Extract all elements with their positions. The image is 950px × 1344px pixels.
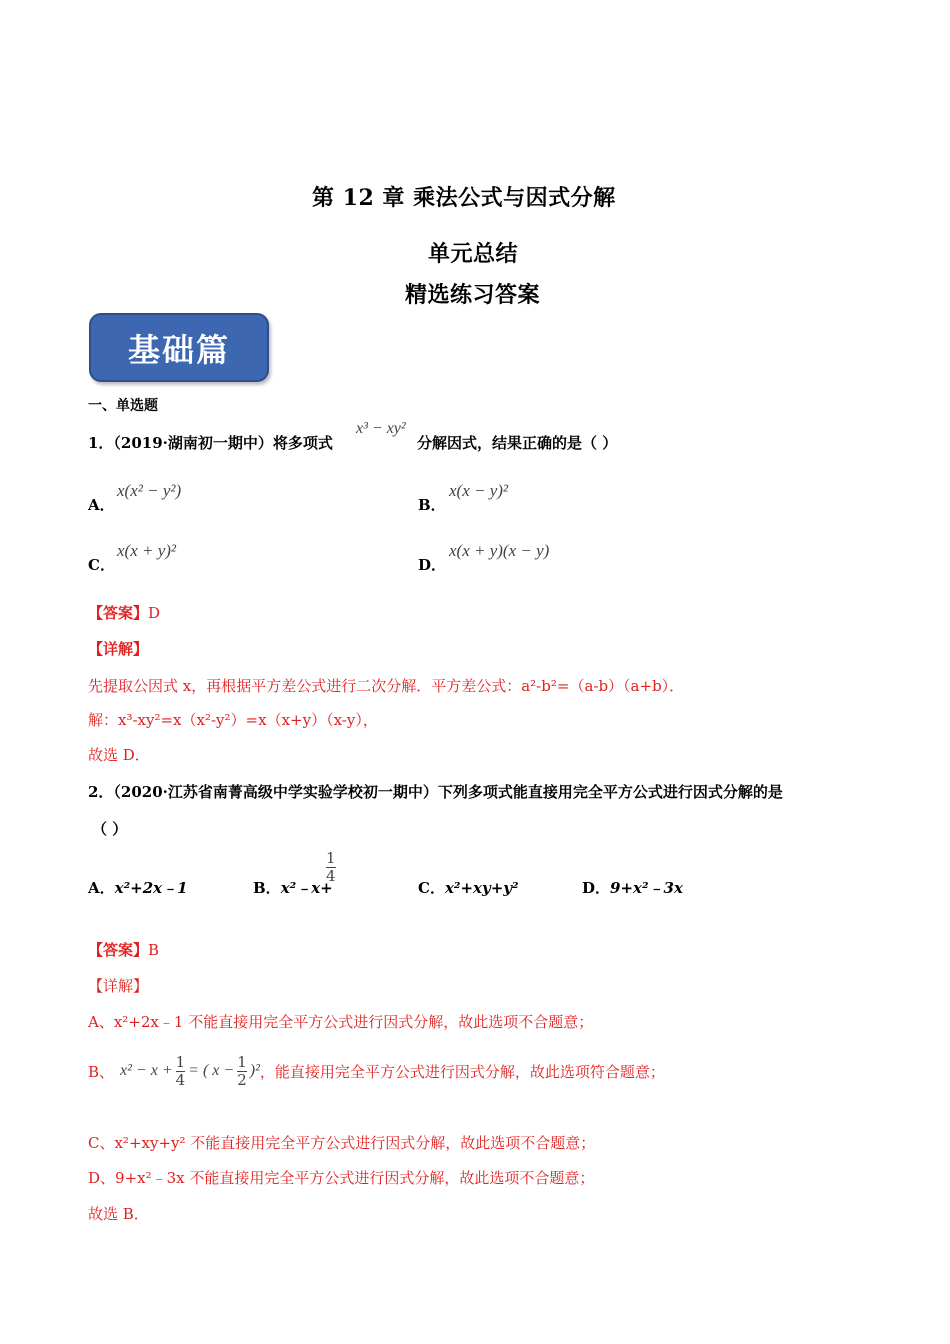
q2-detail-b-suffix: ，能直接用完全平方公式进行因式分解，故此选项符合题意；: [259, 1062, 665, 1081]
q1-option-c-expr: x(x + y)²: [117, 541, 177, 560]
q2-option-b-expr: x²﹣x+: [280, 879, 333, 897]
q2-conclusion: 故选 B．: [88, 1205, 149, 1223]
chapter-title: 第 12 章 乘法公式与因式分解: [312, 185, 616, 211]
q2-frac-num: 1: [326, 849, 336, 867]
q2-option-d-label: D．: [582, 879, 611, 897]
q1-answer: [88, 602, 160, 623]
unit-summary-title: 单元总结: [428, 241, 519, 267]
q1-answer-label: 【答案】: [88, 604, 149, 622]
q1-detail-line-2: 解：x³-xy²=x（x²-y²）=x（x+y）（x-y），: [88, 711, 378, 729]
question-2-stem-line-2: （ ）: [92, 820, 128, 838]
q2-option-c-label: C．: [418, 879, 445, 897]
q2-detail-b-prefix: B、: [88, 1062, 115, 1081]
q1-option-d-label: D．: [418, 556, 447, 574]
question-1-expression: x³ − xy²: [356, 420, 406, 437]
q2-detail-a: A、x²+2x﹣1 不能直接用完全平方公式进行因式分解，故此选项不合题意；: [88, 1013, 594, 1031]
q1-option-b-expr: x(x − y)²: [449, 481, 509, 500]
q1-detail-line-1: 先提取公因式 x，再根据平方差公式进行二次分解．平方差公式：a²-b²=（a-b）（a+b）．: [88, 677, 685, 695]
q1-option-a-expr: x(x² − y²): [117, 481, 182, 500]
q1-detail-label: 【详解】: [88, 640, 149, 658]
page-subtitle: 精选练习答案: [405, 282, 541, 308]
q2-detail-b-math-mid: = ( x −: [188, 1062, 235, 1079]
q1-option-d-expr: x(x + y)(x − y): [449, 541, 550, 560]
q2-detail-b-frac2-num: 1: [237, 1052, 247, 1071]
q1-detail-line-3: 故选 D．: [88, 746, 150, 764]
q1-option-c-label: C．: [88, 556, 115, 574]
q2-answer-label: 【答案】: [88, 941, 149, 959]
q2-option-c-expr: x²+xy+y²: [444, 879, 519, 897]
q2-option-a: [88, 877, 188, 898]
q2-option-d: [582, 877, 683, 898]
q2-detail-b: [88, 1046, 665, 1096]
q2-option-b: [253, 877, 333, 898]
q2-option-b-fraction: [326, 850, 336, 885]
q2-option-b-label: B．: [253, 879, 281, 897]
section-heading: 一、单选题: [88, 398, 158, 414]
question-2-stem: 2．（2020·江苏省南菁高级中学实验学校初一期中）下列多项式能直接用完全平方公式进行因式分解的是: [88, 783, 783, 801]
q2-detail-b-frac2-den: 2: [237, 1070, 247, 1089]
q2-option-a-expr: x²+2x﹣1: [114, 879, 188, 897]
q2-detail-b-fraction-2: [237, 1054, 247, 1089]
q2-detail-b-math-right: )²: [249, 1062, 260, 1079]
q2-option-d-expr: 9+x²﹣3x: [610, 879, 683, 897]
q1-answer-value: D: [148, 604, 161, 622]
q1-option-b-label: B．: [418, 496, 446, 514]
q2-detail-b-frac1-den: 4: [175, 1070, 186, 1089]
q2-detail-b-frac1-num: 1: [175, 1052, 186, 1071]
q2-detail-c: C、x²+xy+y² 不能直接用完全平方公式进行因式分解，故此选项不合题意；: [88, 1134, 596, 1152]
section-badge: 基础篇: [89, 313, 269, 382]
q2-frac-den: 4: [326, 867, 336, 885]
q1-option-a-label: A．: [88, 496, 115, 514]
question-1-stem-before: 1．（2019·湖南初一期中）将多项式: [88, 434, 333, 452]
q2-answer-value: B: [148, 941, 160, 959]
q2-answer: [88, 939, 159, 960]
question-1-stem: [88, 432, 333, 453]
q2-option-c: [418, 877, 519, 898]
q2-detail-b-fraction-1: [176, 1054, 186, 1089]
question-1-stem-after: 分解因式，结果正确的是（ ）: [417, 434, 618, 452]
q2-detail-d: D、9+x²﹣3x 不能直接用完全平方公式进行因式分解，故此选项不合题意；: [88, 1169, 595, 1187]
q2-option-a-label: A．: [88, 879, 115, 897]
q2-detail-label: 【详解】: [88, 977, 149, 995]
q2-detail-b-math-left: x² − x +: [120, 1062, 173, 1079]
